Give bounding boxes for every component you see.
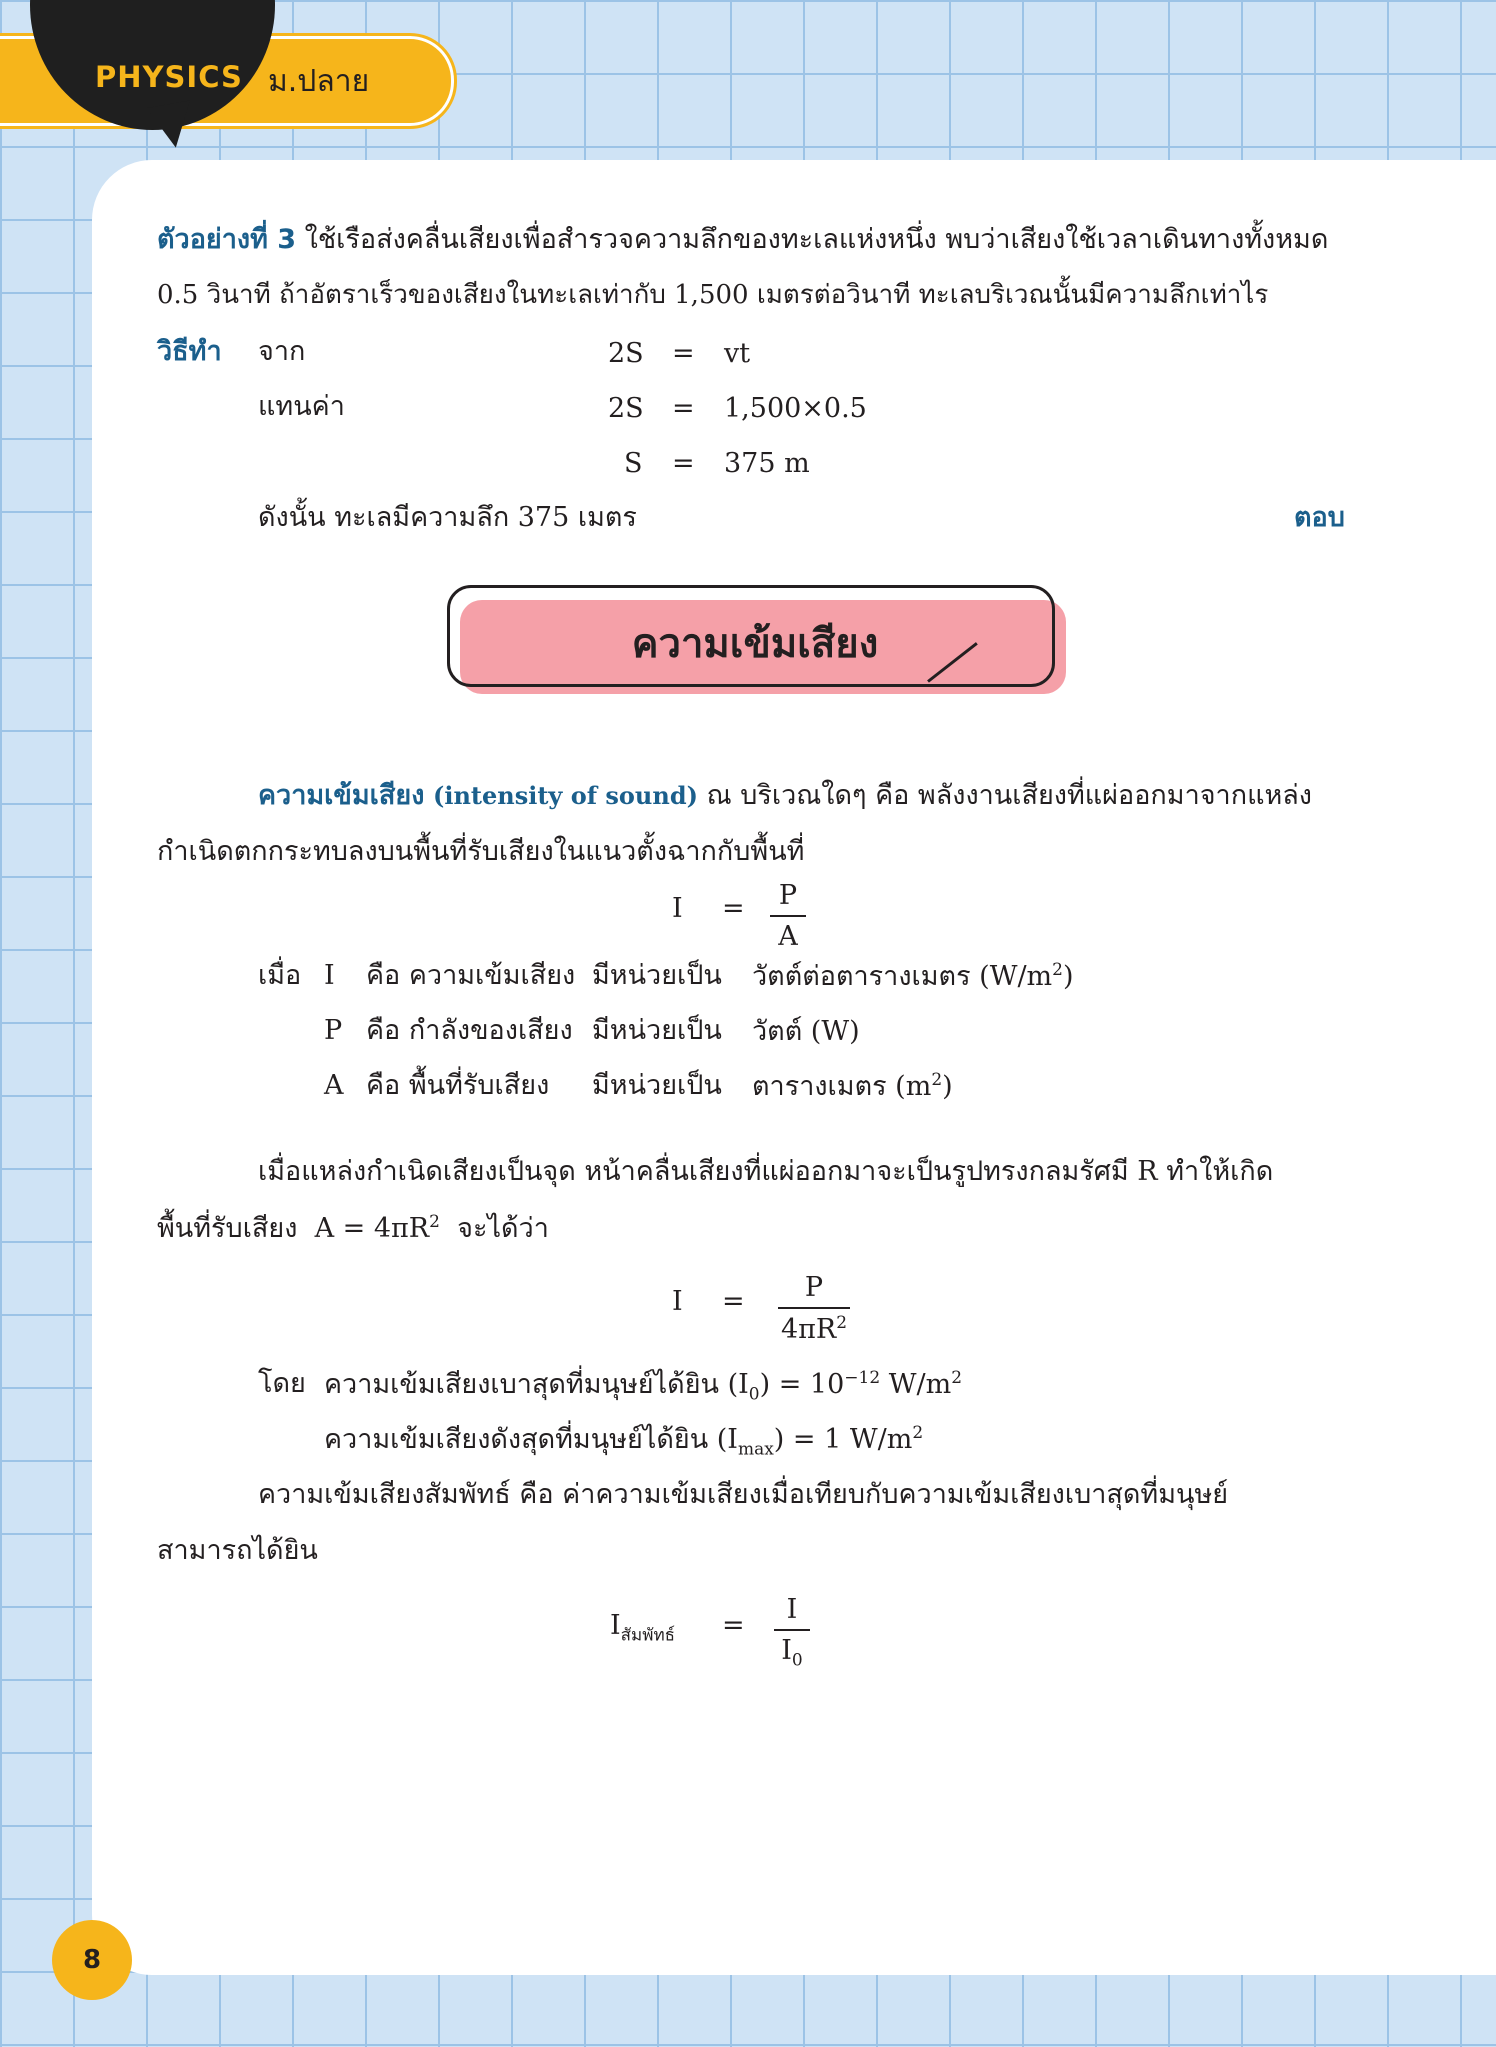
point-source-line-2: พื้นที่รับเสียง $A = 4\pi R^2$ จะได้ว่า	[157, 1212, 549, 1244]
eq1-rhs: vt	[724, 338, 751, 369]
eq2-lhs: 2S	[608, 393, 644, 424]
def-symbol-p: P	[324, 1015, 343, 1046]
def-unitword-i: มีหน่วยเป็น	[592, 960, 722, 991]
fraction-bar	[778, 1307, 850, 1309]
formula2-denominator: $4\pi R^2$	[780, 1313, 848, 1345]
eq1-equals: =	[672, 338, 695, 369]
def-unitword-p: มีหน่วยเป็น	[592, 1015, 722, 1046]
relative-line-1: ความเข้มเสียงสัมพัทธ์ คือ ค่าความเข้มเสียงเมื่อเทียบกับความเข้มเสียงเบาสุดที่มนุษย์	[258, 1479, 1229, 1510]
intensity-term: ความเข้มเสียง	[258, 780, 425, 811]
intensity-line-1	[258, 782, 1312, 809]
def-symbol-a: A	[324, 1070, 344, 1101]
intensity-term-en: (intensity of sound)	[432, 781, 698, 810]
from-word: จาก	[258, 336, 306, 367]
max-intensity: ความเข้มเสียงดังสุดที่มนุษย์ได้ยิน $(I_{max}) = 1$ $W/m^2$	[324, 1423, 924, 1460]
min-intensity: ความเข้มเสียงเบาสุดที่มนุษย์ได้ยิน $(I_0) = 10^{-12}$ $W/m^2$	[324, 1368, 963, 1405]
example-label: ตัวอย่างที่ 3	[157, 224, 297, 255]
subject-label: PHYSICS	[95, 60, 243, 94]
substitute-word: แทนค่า	[258, 391, 345, 422]
page-number: 8	[52, 1920, 132, 2000]
formula1-fraction	[770, 880, 806, 952]
formula2-fraction	[778, 1272, 850, 1345]
formula1-denominator: A	[778, 921, 798, 952]
formula1-equals: =	[722, 893, 745, 924]
relative-line-2: สามารถได้ยิน	[157, 1535, 318, 1566]
formula2-numerator: P	[804, 1272, 824, 1303]
formula3-fraction	[774, 1594, 810, 1670]
eq2-rhs: 1,500×0.5	[724, 393, 867, 424]
def-desc-a: คือ พื้นที่รับเสียง	[366, 1070, 550, 1101]
example-text-1: ใช้เรือส่งคลื่นเสียงเพื่อสำรวจความลึกของทะเลแห่งหนึ่ง พบว่าเสียงใช้เวลาเดินทางทั้งหมด	[304, 224, 1329, 255]
point-source-line-1: เมื่อแหล่งกำเนิดเสียงเป็นจุด หน้าคลื่นเสียงที่แผ่ออกมาจะเป็นรูปทรงกลมรัศมี R ทำให้เกิด	[258, 1156, 1274, 1187]
def-desc-i: คือ ความเข้มเสียง	[366, 960, 576, 991]
conclusion: ดังนั้น ทะเลมีความลึก 375 เมตร	[258, 502, 637, 533]
formula3-numerator: I	[786, 1594, 798, 1625]
speech-bubble-tail	[147, 101, 198, 152]
formula2-lhs: I	[672, 1286, 683, 1317]
page-card	[92, 160, 1496, 1975]
fraction-bar	[774, 1629, 810, 1631]
eq2-equals: =	[672, 393, 695, 424]
def-unit-p: วัตต์ (W)	[752, 1016, 860, 1047]
formula2-equals: =	[722, 1286, 745, 1317]
answer-label: ตอบ	[1294, 502, 1345, 533]
eq3-lhs: S	[624, 448, 643, 479]
example-line-2: 0.5 วินาที ถ้าอัตราเร็วของเสียงในทะเลเท่ากับ 1,500 เมตรต่อวินาที ทะเลบริเวณนั้นมีความลึกเท่าไร	[157, 280, 1269, 310]
formula3-lhs: $I_{สัมพัทธ์}$	[610, 1610, 676, 1646]
intensity-line-2: กำเนิดตกกระทบลงบนพื้นที่รับเสียงในแนวตั้งฉากกับพื้นที่	[157, 836, 805, 867]
level-label: ม.ปลาย	[268, 64, 370, 99]
eq3-equals: =	[672, 448, 695, 479]
formula1-numerator: P	[778, 880, 798, 911]
by-word: โดย	[258, 1368, 306, 1399]
method-label: วิธีทำ	[157, 336, 222, 367]
fraction-bar	[770, 915, 806, 917]
def-symbol-i: I	[324, 960, 335, 991]
def-unitword-a: มีหน่วยเป็น	[592, 1070, 722, 1101]
eq1-lhs: 2S	[608, 338, 644, 369]
formula3-equals: =	[722, 1610, 745, 1641]
section-title: ความเข้มเสียง	[631, 621, 879, 667]
def-unit-i: วัตต์ต่อตารางเมตร $(W/m^2)$	[752, 960, 1074, 992]
formula3-denominator: $I_0$	[781, 1635, 803, 1671]
def-unit-a: ตารางเมตร $(m^2)$	[752, 1070, 953, 1102]
example-line-1	[157, 226, 1328, 253]
eq3-rhs: 375 m	[724, 448, 810, 479]
intensity-text-1: ณ บริเวณใดๆ คือ พลังงานเสียงที่แผ่ออกมาจากแหล่ง	[706, 780, 1312, 811]
def-desc-p: คือ กำลังของเสียง	[366, 1015, 573, 1046]
formula1-lhs: I	[672, 893, 683, 924]
when-word: เมื่อ	[258, 960, 302, 991]
